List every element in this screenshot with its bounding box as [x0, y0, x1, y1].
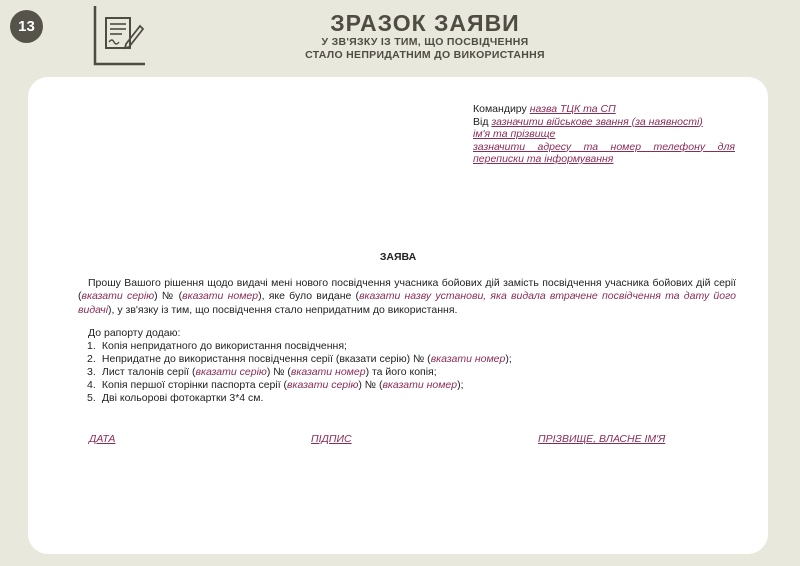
request-text-b: ) № (	[154, 290, 183, 303]
recipient-block	[473, 103, 735, 166]
list-item-placeholder: вказати номер	[430, 353, 506, 365]
series-placeholder: вказати серію	[81, 290, 155, 303]
list-item-placeholder: вказати номер	[382, 379, 458, 391]
to-placeholder: назва ТЦК та СП	[529, 103, 616, 115]
list-item-text: ) № (	[266, 366, 291, 378]
document-sheet	[28, 77, 768, 554]
list-item-text: Копія першої сторінки паспорта серії (	[101, 379, 288, 391]
from-placeholder-rank: зазначити військове звання (за наявності)	[491, 115, 703, 128]
list-item-text: Копія непридатного до використання посвідчення;	[101, 340, 347, 352]
recipient-to-line	[473, 103, 735, 116]
list-item-text: Непридатне до використання посвідчення серії (вказати серію) № (	[101, 353, 431, 365]
list-item-number: 3.	[87, 366, 96, 378]
list-item-number: 5.	[87, 392, 96, 404]
request-text-c: ), яке було видане (	[258, 290, 360, 303]
address-placeholder: зазначити адресу та номер телефону для	[473, 140, 735, 153]
request-text-d: ), у зв'язку із тим, що посвідчення стало непридатним до використання.	[108, 303, 458, 316]
attachments-list	[87, 340, 512, 405]
signature-date: ДАТА	[89, 433, 116, 445]
to-label: Командиру	[473, 103, 527, 115]
list-item-text: );	[505, 353, 512, 365]
request-text-a: Прошу Вашого рішення щодо видачі мені нового посвідчення учасника бойових дій замість посвідчення учасника бойових дій серії (	[78, 277, 736, 303]
list-item	[87, 379, 512, 392]
document-signature-icon	[93, 4, 147, 66]
document-title: ЗАЯВА	[379, 251, 417, 263]
from-placeholder-name: ім'я та прізвище	[473, 128, 556, 140]
issuer-placeholder: вказати назву установи, яка видала втрачене посвідчення та дату його видачі	[78, 290, 737, 316]
list-item-placeholder: вказати номер	[290, 366, 366, 378]
page-number-badge: 13	[10, 10, 43, 43]
recipient-name-line	[473, 128, 735, 141]
list-item	[87, 392, 512, 405]
list-item-number: 4.	[87, 379, 96, 391]
list-item-text: );	[457, 379, 464, 391]
contact-placeholder: переписки та інформування	[473, 153, 614, 165]
attachments-intro: До рапорту додаю:	[88, 327, 181, 339]
recipient-contact-line	[473, 153, 735, 166]
list-item-placeholder: вказати серію	[195, 366, 267, 378]
list-item	[87, 366, 512, 379]
recipient-address-line	[473, 141, 735, 154]
page-subtitle-line-2: СТАЛО НЕПРИДАТНИМ ДО ВИКОРИСТАННЯ	[305, 49, 545, 61]
number-placeholder: вказати номер	[182, 290, 259, 303]
list-item-text: ) та його копія;	[365, 366, 437, 378]
list-item	[87, 340, 512, 353]
signature-name: ПРІЗВИЩЕ, ВЛАСНЕ ІМ'Я	[538, 433, 666, 445]
page-title: ЗРАЗОК ЗАЯВИ	[330, 10, 520, 36]
page-subtitle-line-1: У ЗВ'ЯЗКУ ІЗ ТИМ, ЩО ПОСВІДЧЕННЯ	[321, 36, 529, 48]
list-item-text: Дві кольорові фотокартки 3*4 см.	[101, 392, 264, 404]
list-item-text: ) № (	[358, 379, 383, 391]
signature-sign: ПІДПИС	[311, 433, 352, 445]
list-item-placeholder: вказати серію	[287, 379, 359, 391]
header	[150, 10, 700, 62]
list-item-number: 1.	[87, 340, 96, 352]
request-paragraph	[78, 277, 736, 317]
from-label: Від	[473, 115, 489, 128]
list-item	[87, 353, 512, 366]
list-item-number: 2.	[87, 353, 96, 365]
recipient-from-line	[473, 116, 735, 129]
list-item-text: Лист талонів серії (	[101, 366, 196, 378]
